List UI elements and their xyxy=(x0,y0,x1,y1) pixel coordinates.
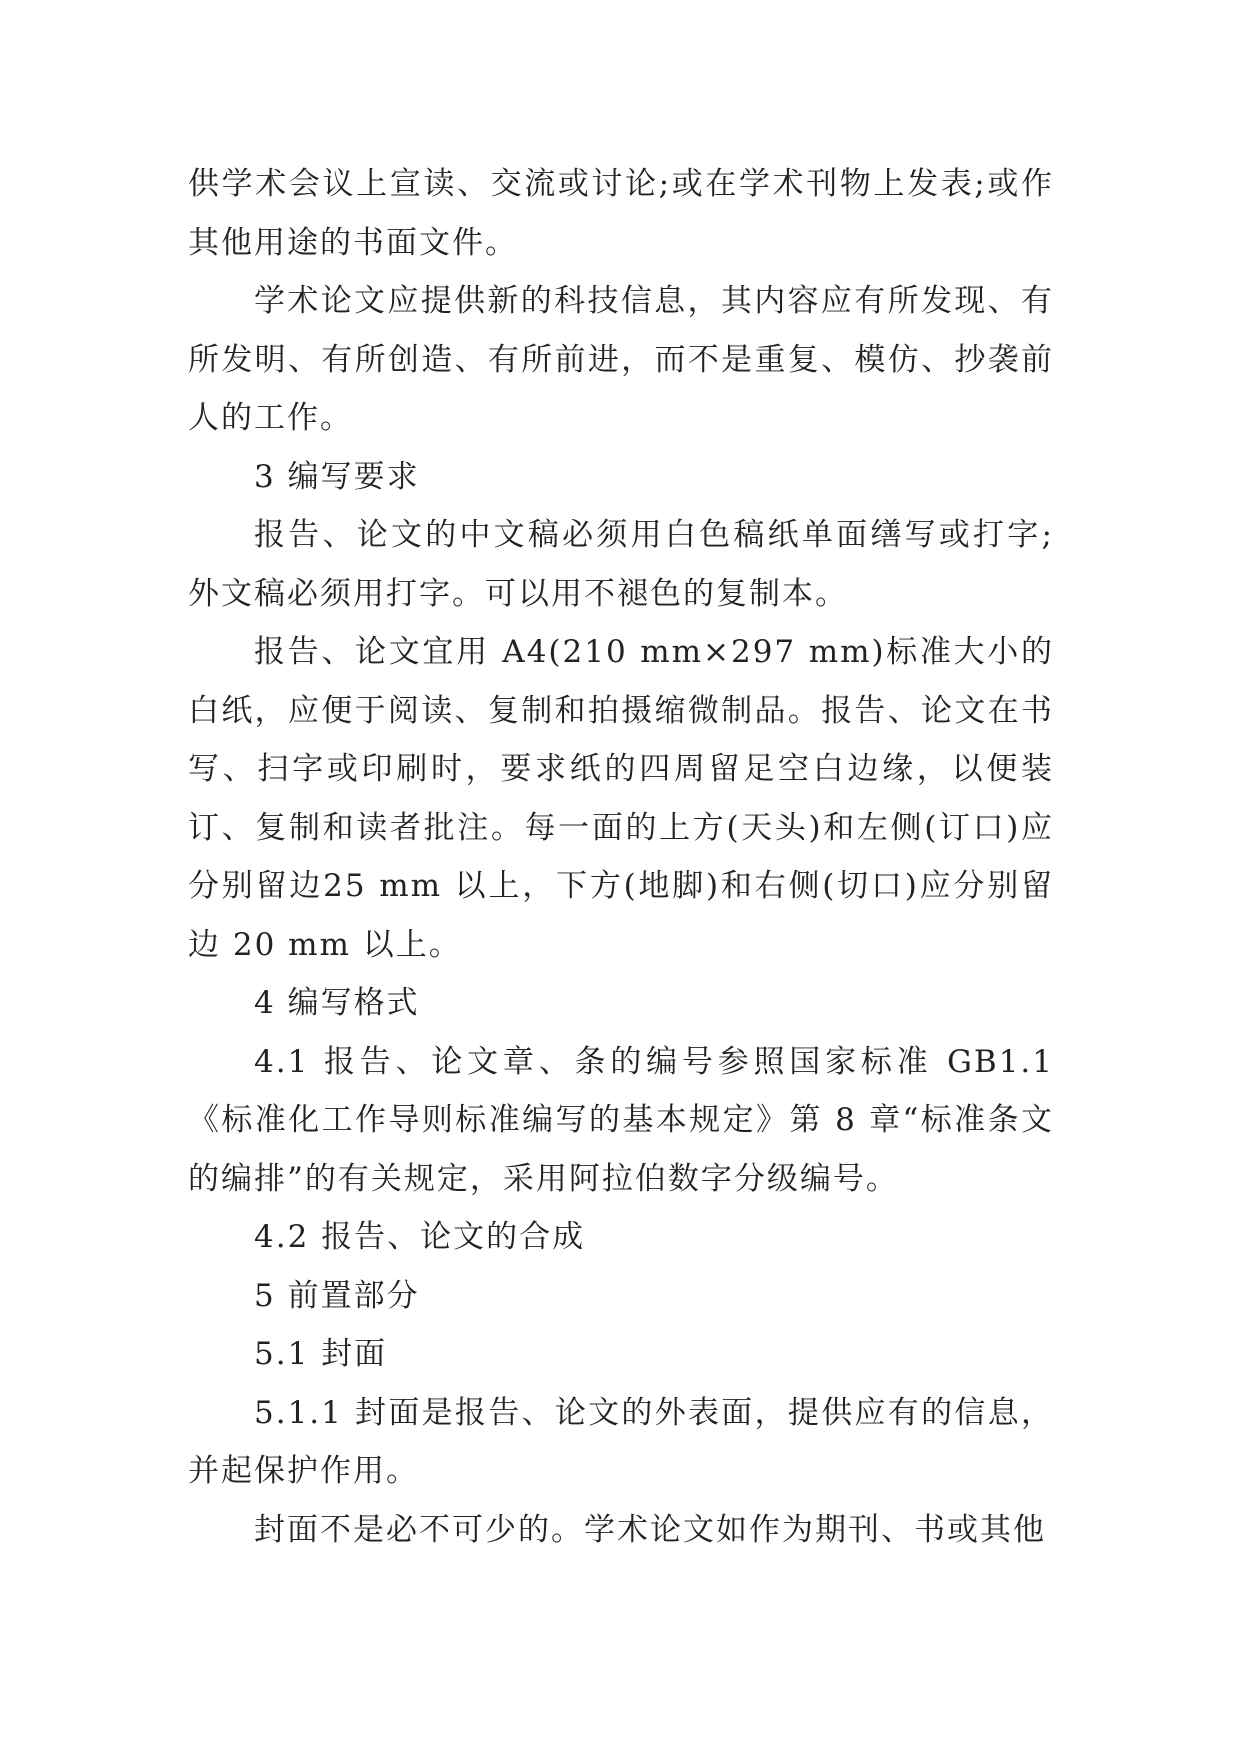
paragraph-5-1-1: 5.1.1 封面是报告、论文的外表面，提供应有的信息，并起保护作用。 xyxy=(188,1394,1054,1489)
paragraph-academic-paper: 学术论文应提供新的科技信息，其内容应有所发现、有所发明、有所创造、有所前进，而不是重复、模仿、抄袭前人的工作。 xyxy=(188,283,1054,436)
document-body xyxy=(188,155,1054,1559)
paragraph-manuscript: 报告、论文的中文稿必须用白色稿纸单面缮写或打字;外文稿必须用打字。可以用不褪色的复制本。 xyxy=(188,517,1054,612)
section-heading-4: 4 编写格式 xyxy=(254,985,420,1021)
paragraph-paper-size: 报告、论文宜用 A4(210 mm×297 mm)标准大小的白纸，应便于阅读、复制和拍摄缩微制品。报告、论文在书写、扫字或印刷时，要求纸的四周留足空白边缘，以便装订、复制和读者批注。每一面的上方(天头)和左侧(订口)应分别留边25 mm 以上，下方(地脚)和右侧(切口)应分别留边 20 mm 以上。 xyxy=(188,634,1054,963)
section-heading-3: 3 编写要求 xyxy=(254,458,420,495)
section-heading-4-2: 4.2 报告、论文的合成 xyxy=(254,1219,586,1255)
paragraph-continuation: 供学术会议上宣读、交流或讨论;或在学术刊物上发表;或作其他用途的书面文件。 xyxy=(188,166,1054,261)
paragraph-cover-optional: 封面不是必不可少的。学术论文如作为期刊、书或其他 xyxy=(254,1511,1046,1548)
section-heading-5: 5 前置部分 xyxy=(254,1277,420,1314)
paragraph-4-1: 4.1 报告、论文章、条的编号参照国家标准 GB1.1《标准化工作导则标准编写的基本规定》第 8 章“标准条文的编排”的有关规定，采用阿拉伯数字分级编号。 xyxy=(188,1043,1054,1197)
section-heading-5-1: 5.1 封面 xyxy=(254,1336,388,1372)
